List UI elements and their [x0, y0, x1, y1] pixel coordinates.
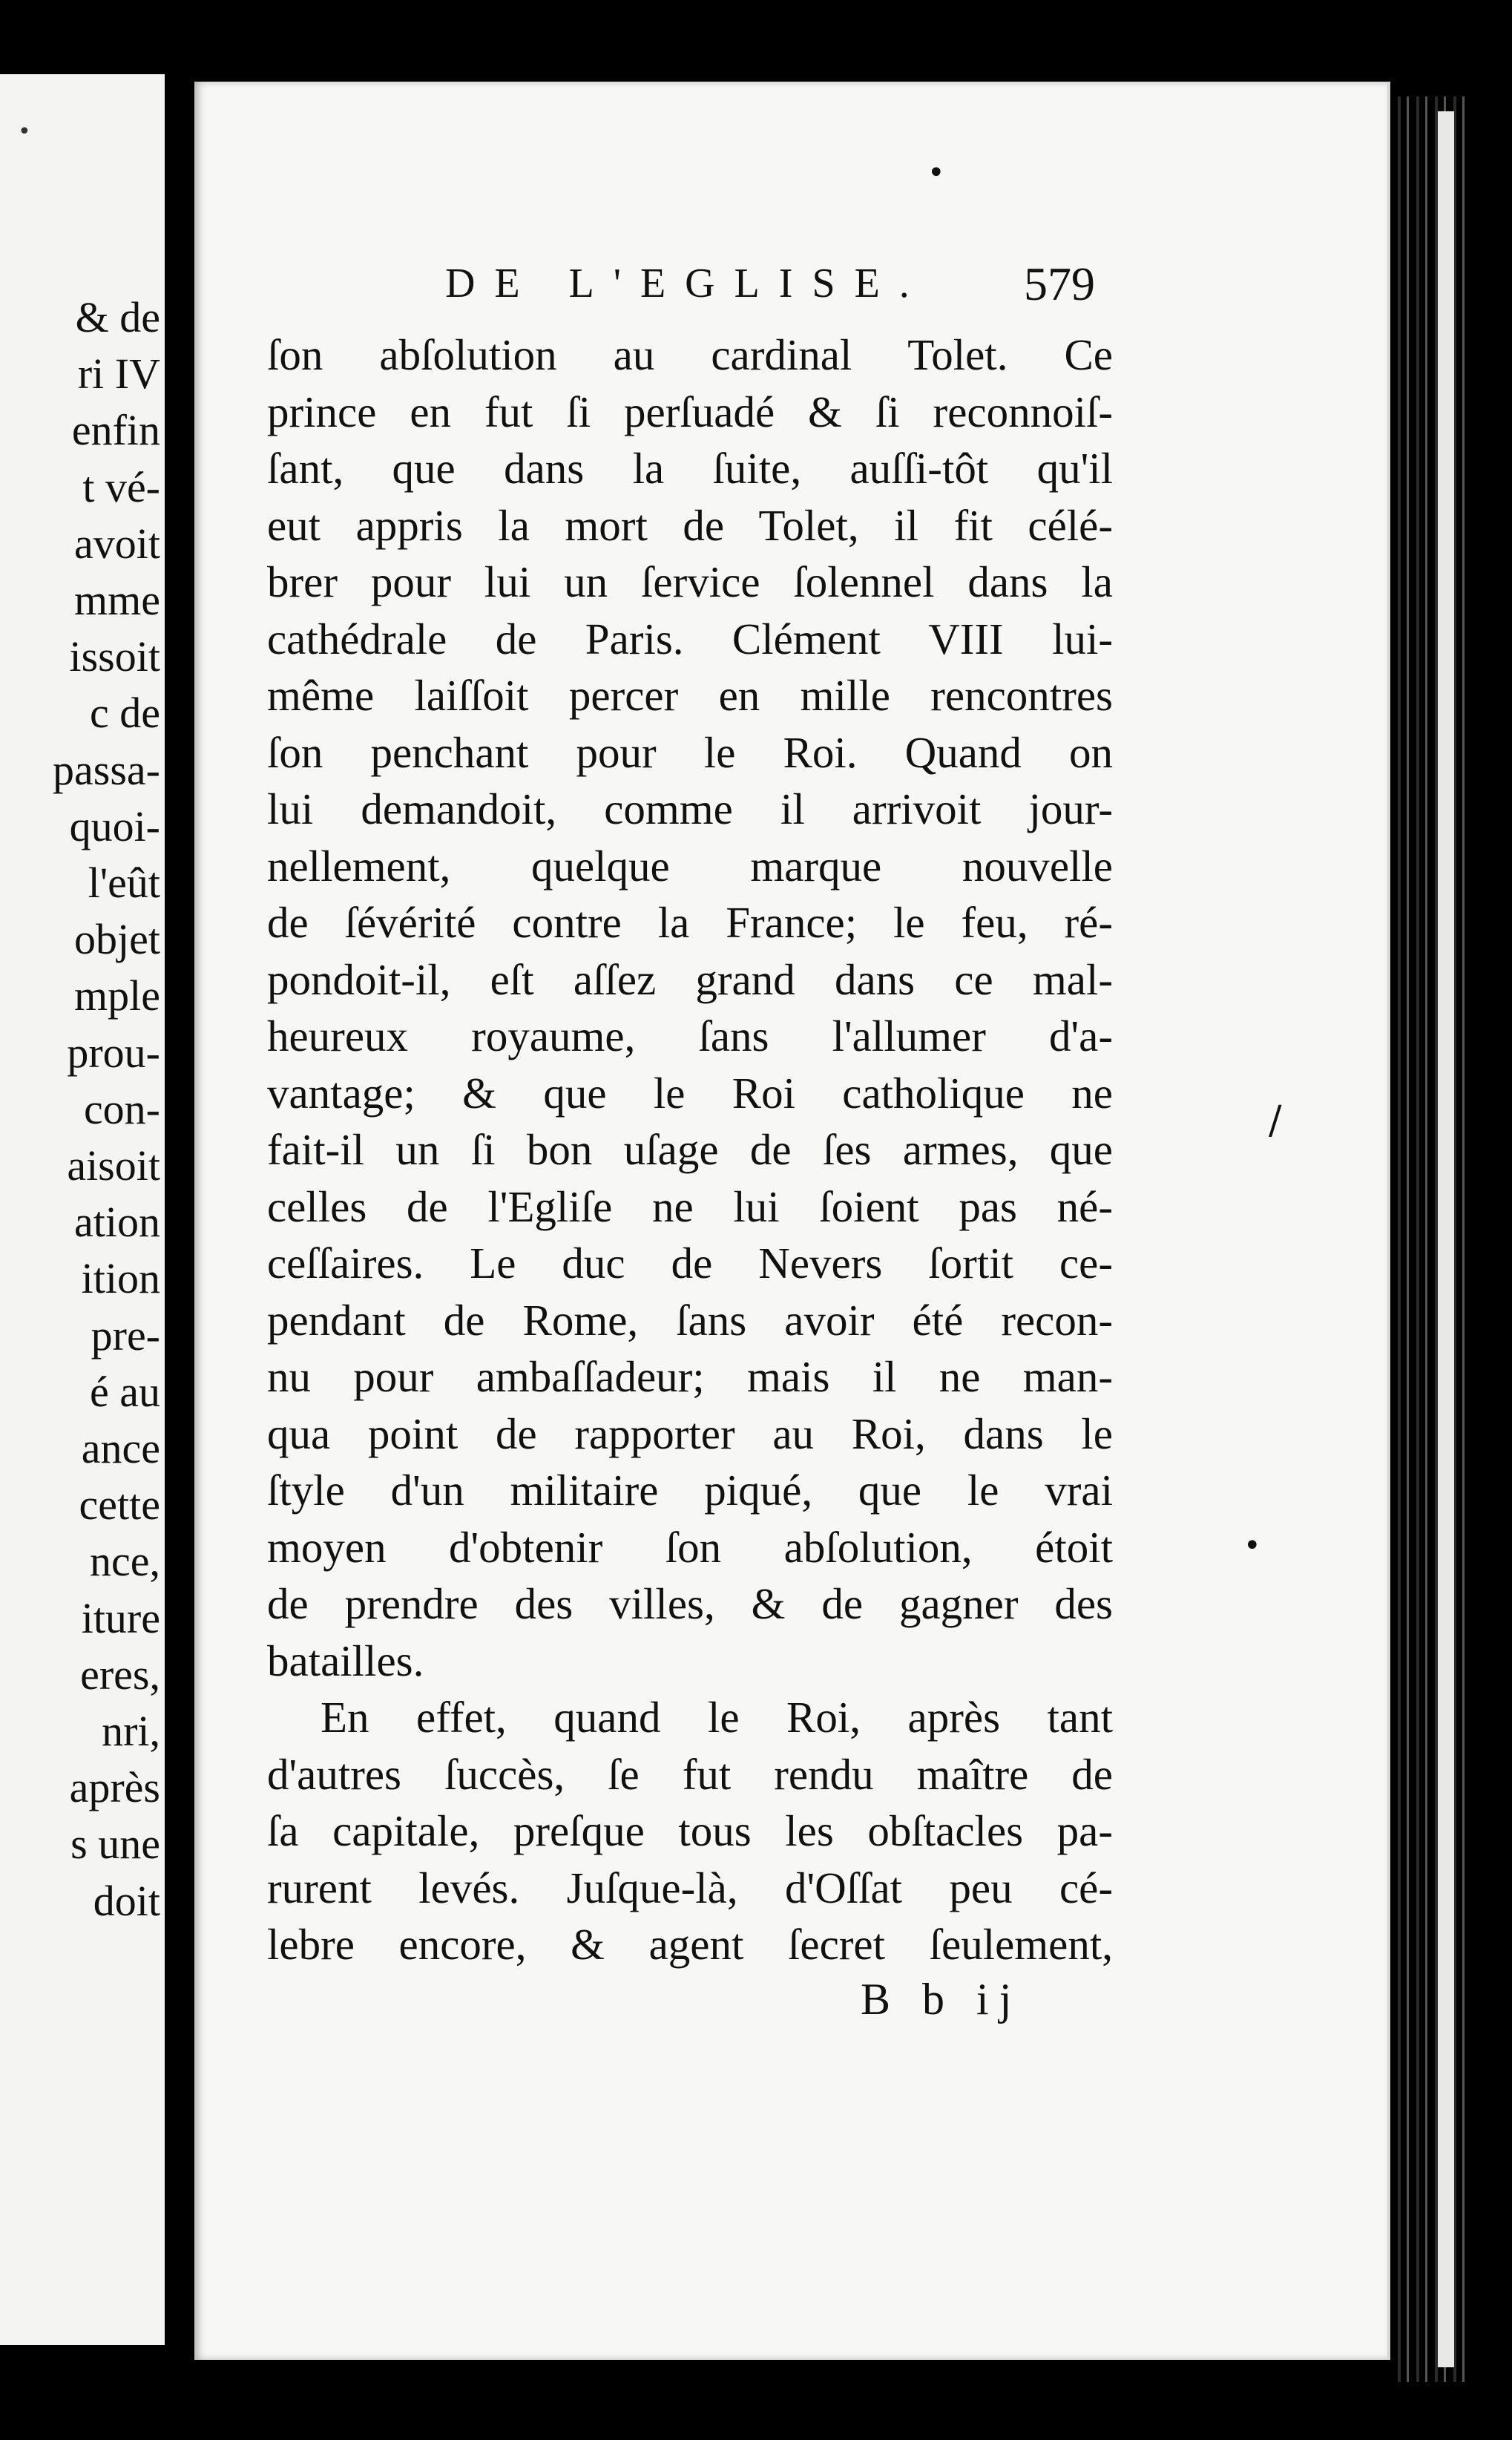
stray-mark: • — [927, 156, 945, 190]
text-line: celles de l'Egliſe ne lui ſoient pas né- — [267, 1181, 1113, 1231]
text-line: heureux royaume, ſans l'allumer d'a- — [267, 1011, 1113, 1060]
previous-page-line: enfin — [71, 406, 160, 455]
text-line: En effet, quand le Roi, après tant — [321, 1693, 1113, 1742]
text-line: lebre encore, & agent ſecret ſeulement, — [267, 1920, 1113, 1969]
previous-page-line: cette — [79, 1480, 160, 1529]
previous-page-line: après — [69, 1763, 160, 1812]
previous-page-line: s une — [70, 1820, 160, 1869]
book-gutter — [165, 74, 194, 2345]
previous-page-line: nce, — [90, 1537, 160, 1586]
text-line: lui demandoit, comme il arrivoit jour- — [267, 784, 1113, 833]
previous-page-line: c de — [90, 689, 160, 738]
previous-page-line: nri, — [102, 1707, 160, 1755]
page-number: 579 — [1024, 258, 1095, 310]
text-line: moyen d'obtenir ſon abſolution, étoit — [267, 1522, 1113, 1572]
previous-page-line: prou- — [67, 1028, 160, 1077]
page-edge-strip — [1438, 111, 1454, 2367]
text-line: cathédrale de Paris. Clément VIII lui- — [267, 614, 1113, 663]
previous-page-line: issoit — [69, 632, 160, 681]
running-head: DE L'EGLISE. — [445, 260, 929, 306]
text-line: ſtyle d'un militaire piqué, que le vrai — [267, 1466, 1113, 1515]
text-line: d'autres ſuccès, ſe fut rendu maître de — [267, 1749, 1113, 1799]
stray-mark: / — [1269, 1098, 1282, 1143]
previous-page-line: quoi- — [69, 801, 160, 850]
previous-page-line: é au — [90, 1367, 160, 1416]
paragraph-1 — [267, 327, 1113, 1689]
previous-page-line: l'eût — [88, 859, 160, 907]
text-line: de prendre des villes, & de gagner des — [267, 1579, 1113, 1628]
previous-page-line: ri IV — [77, 350, 160, 399]
previous-page-line: mple — [74, 971, 160, 1020]
page-edges — [1390, 96, 1472, 2382]
previous-page-line: passa- — [53, 745, 160, 794]
text-line: ſa capitale, preſque tous les obſtacles pa- — [267, 1806, 1113, 1855]
paragraph-2 — [267, 1689, 1113, 1973]
previous-page-line: pre- — [91, 1311, 160, 1360]
previous-page-line: ation — [74, 1198, 160, 1247]
previous-page-line: & de — [75, 293, 160, 341]
previous-page-line: aisoit — [67, 1141, 160, 1190]
text-line: pondoit-il, eſt aſſez grand dans ce mal- — [267, 954, 1113, 1004]
previous-page-line: avoit — [74, 519, 160, 568]
text-line: fait-il un ſi bon uſage de ſes armes, que — [267, 1125, 1113, 1174]
previous-page-line: doit — [93, 1876, 160, 1925]
text-line: vantage; & que le Roi catholique ne — [267, 1068, 1113, 1118]
body-text — [267, 327, 1113, 1973]
text-line: de ſévérité contre la France; le feu, ré- — [267, 898, 1113, 947]
previous-page-line: eres, — [80, 1650, 160, 1699]
text-line: même laiſſoit percer en mille rencontres — [267, 671, 1113, 720]
previous-page-fragment — [0, 74, 165, 2345]
previous-page-line: t vé- — [82, 462, 160, 511]
text-line: batailles. — [267, 1636, 424, 1685]
previous-page-line: mme — [74, 576, 160, 624]
text-line: qua point de rapporter au Roi, dans le — [267, 1408, 1113, 1458]
signature-mark: B b ij — [861, 1975, 1022, 2024]
previous-page-line: ition — [81, 1254, 160, 1303]
text-line: ſon penchant pour le Roi. Quand on — [267, 727, 1113, 777]
text-line: ſon abſolution au cardinal Tolet. Ce — [267, 330, 1113, 379]
text-line: ſant, que dans la ſuite, auſſi-tôt qu'il — [267, 444, 1113, 493]
text-line: nellement, quelque marque nouvelle — [267, 841, 1113, 891]
previous-page-line: ance — [81, 1424, 160, 1472]
stray-mark: • — [18, 119, 31, 145]
text-line: nu pour ambaſſadeur; mais il ne man- — [267, 1352, 1113, 1401]
previous-page-line: con- — [83, 1084, 160, 1133]
stray-mark: • — [1243, 1529, 1261, 1563]
text-line: prince en fut ſi perſuadé & ſi reconnoiſ- — [267, 387, 1113, 436]
text-line: brer pour lui un ſervice ſolennel dans la — [267, 557, 1113, 606]
previous-page-line: objet — [74, 915, 160, 964]
previous-page-line: iture — [81, 1593, 160, 1642]
text-line: ceſſaires. Le duc de Nevers ſortit ce- — [267, 1239, 1113, 1288]
text-line: eut appris la mort de Tolet, il fit célé- — [267, 500, 1113, 550]
text-line: rurent levés. Juſque-là, d'Oſſat peu cé- — [267, 1863, 1113, 1912]
text-line: pendant de Rome, ſans avoir été recon- — [267, 1295, 1113, 1345]
